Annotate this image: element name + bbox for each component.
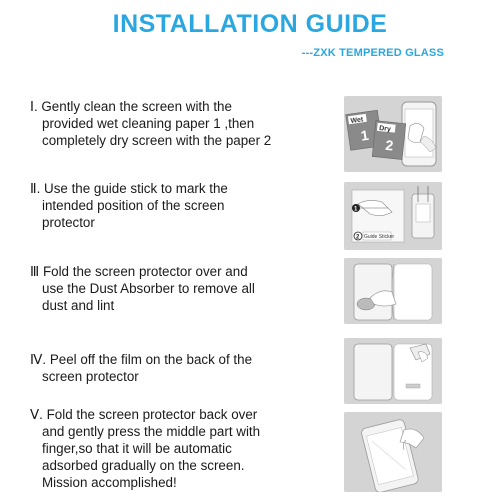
press-to-adsorb-image: [344, 412, 442, 492]
brand-subtitle: ---ZXK TEMPERED GLASS: [301, 47, 444, 59]
step-1-numeral: Ⅰ.: [30, 99, 42, 114]
dry-number: 2: [384, 136, 395, 154]
step-3-line-2: use the Dust Absorber to remove all: [42, 281, 255, 296]
step-1-line-2: provided wet cleaning paper 1 ,then: [42, 116, 255, 131]
step-2-line-2: intended position of the screen: [42, 198, 225, 213]
step-1-line-1: Gently clean the screen with the: [41, 99, 232, 114]
step-3-illustration: [344, 258, 442, 324]
step-3-numeral: Ⅲ: [30, 264, 43, 279]
step-5-line-5: Mission accomplished!: [42, 475, 177, 490]
step-4-line-2: screen protector: [42, 369, 139, 384]
step-1-line-3: completely dry screen with the paper 2: [42, 133, 272, 148]
step-2-numeral: Ⅱ.: [30, 181, 45, 196]
wet-number: 1: [359, 126, 370, 144]
step-4-numeral: Ⅳ.: [30, 352, 50, 367]
step-4-text: [30, 351, 330, 385]
peel-film-image: [344, 338, 442, 404]
marker-2-text: 2: [356, 234, 360, 241]
dust-absorber-image: [344, 258, 442, 324]
step-5-numeral: Ⅴ.: [30, 407, 47, 422]
step-4-line-1: Peel off the film on the back of the: [49, 352, 253, 367]
step-4-illustration: [344, 338, 442, 404]
step-2-text: [30, 180, 330, 231]
step-5-line-3: finger,so that it will be automatic: [42, 441, 232, 456]
dry-label: Dry: [378, 125, 392, 134]
guide-sticker-label: Guide Sticker: [364, 234, 395, 240]
step-5-text: [30, 406, 330, 491]
step-2-line-3: protector: [42, 215, 95, 230]
guide-sticker-image: [344, 182, 442, 250]
step-2-line-1: Use the guide stick to mark the: [44, 181, 228, 196]
wet-label: Wet: [350, 116, 364, 126]
step-1-text: [30, 98, 330, 149]
step-5-line-4: adsorbed gradually on the screen.: [42, 458, 245, 473]
step-5-line-2: and gently press the middle part with: [42, 424, 261, 439]
step-5-illustration: [344, 412, 442, 492]
marker-1-text: 1: [354, 206, 358, 213]
step-1-illustration: [344, 96, 442, 172]
step-3-line-3: dust and lint: [42, 298, 115, 313]
wet-dry-cleaning-image: [344, 96, 442, 172]
step-3-line-1: Fold the screen protector over and: [42, 264, 248, 279]
guide-title: INSTALLATION GUIDE: [112, 10, 388, 38]
step-3-text: [30, 263, 330, 314]
step-5-line-1: Fold the screen protector back over: [46, 407, 258, 422]
step-2-illustration: [344, 182, 442, 250]
